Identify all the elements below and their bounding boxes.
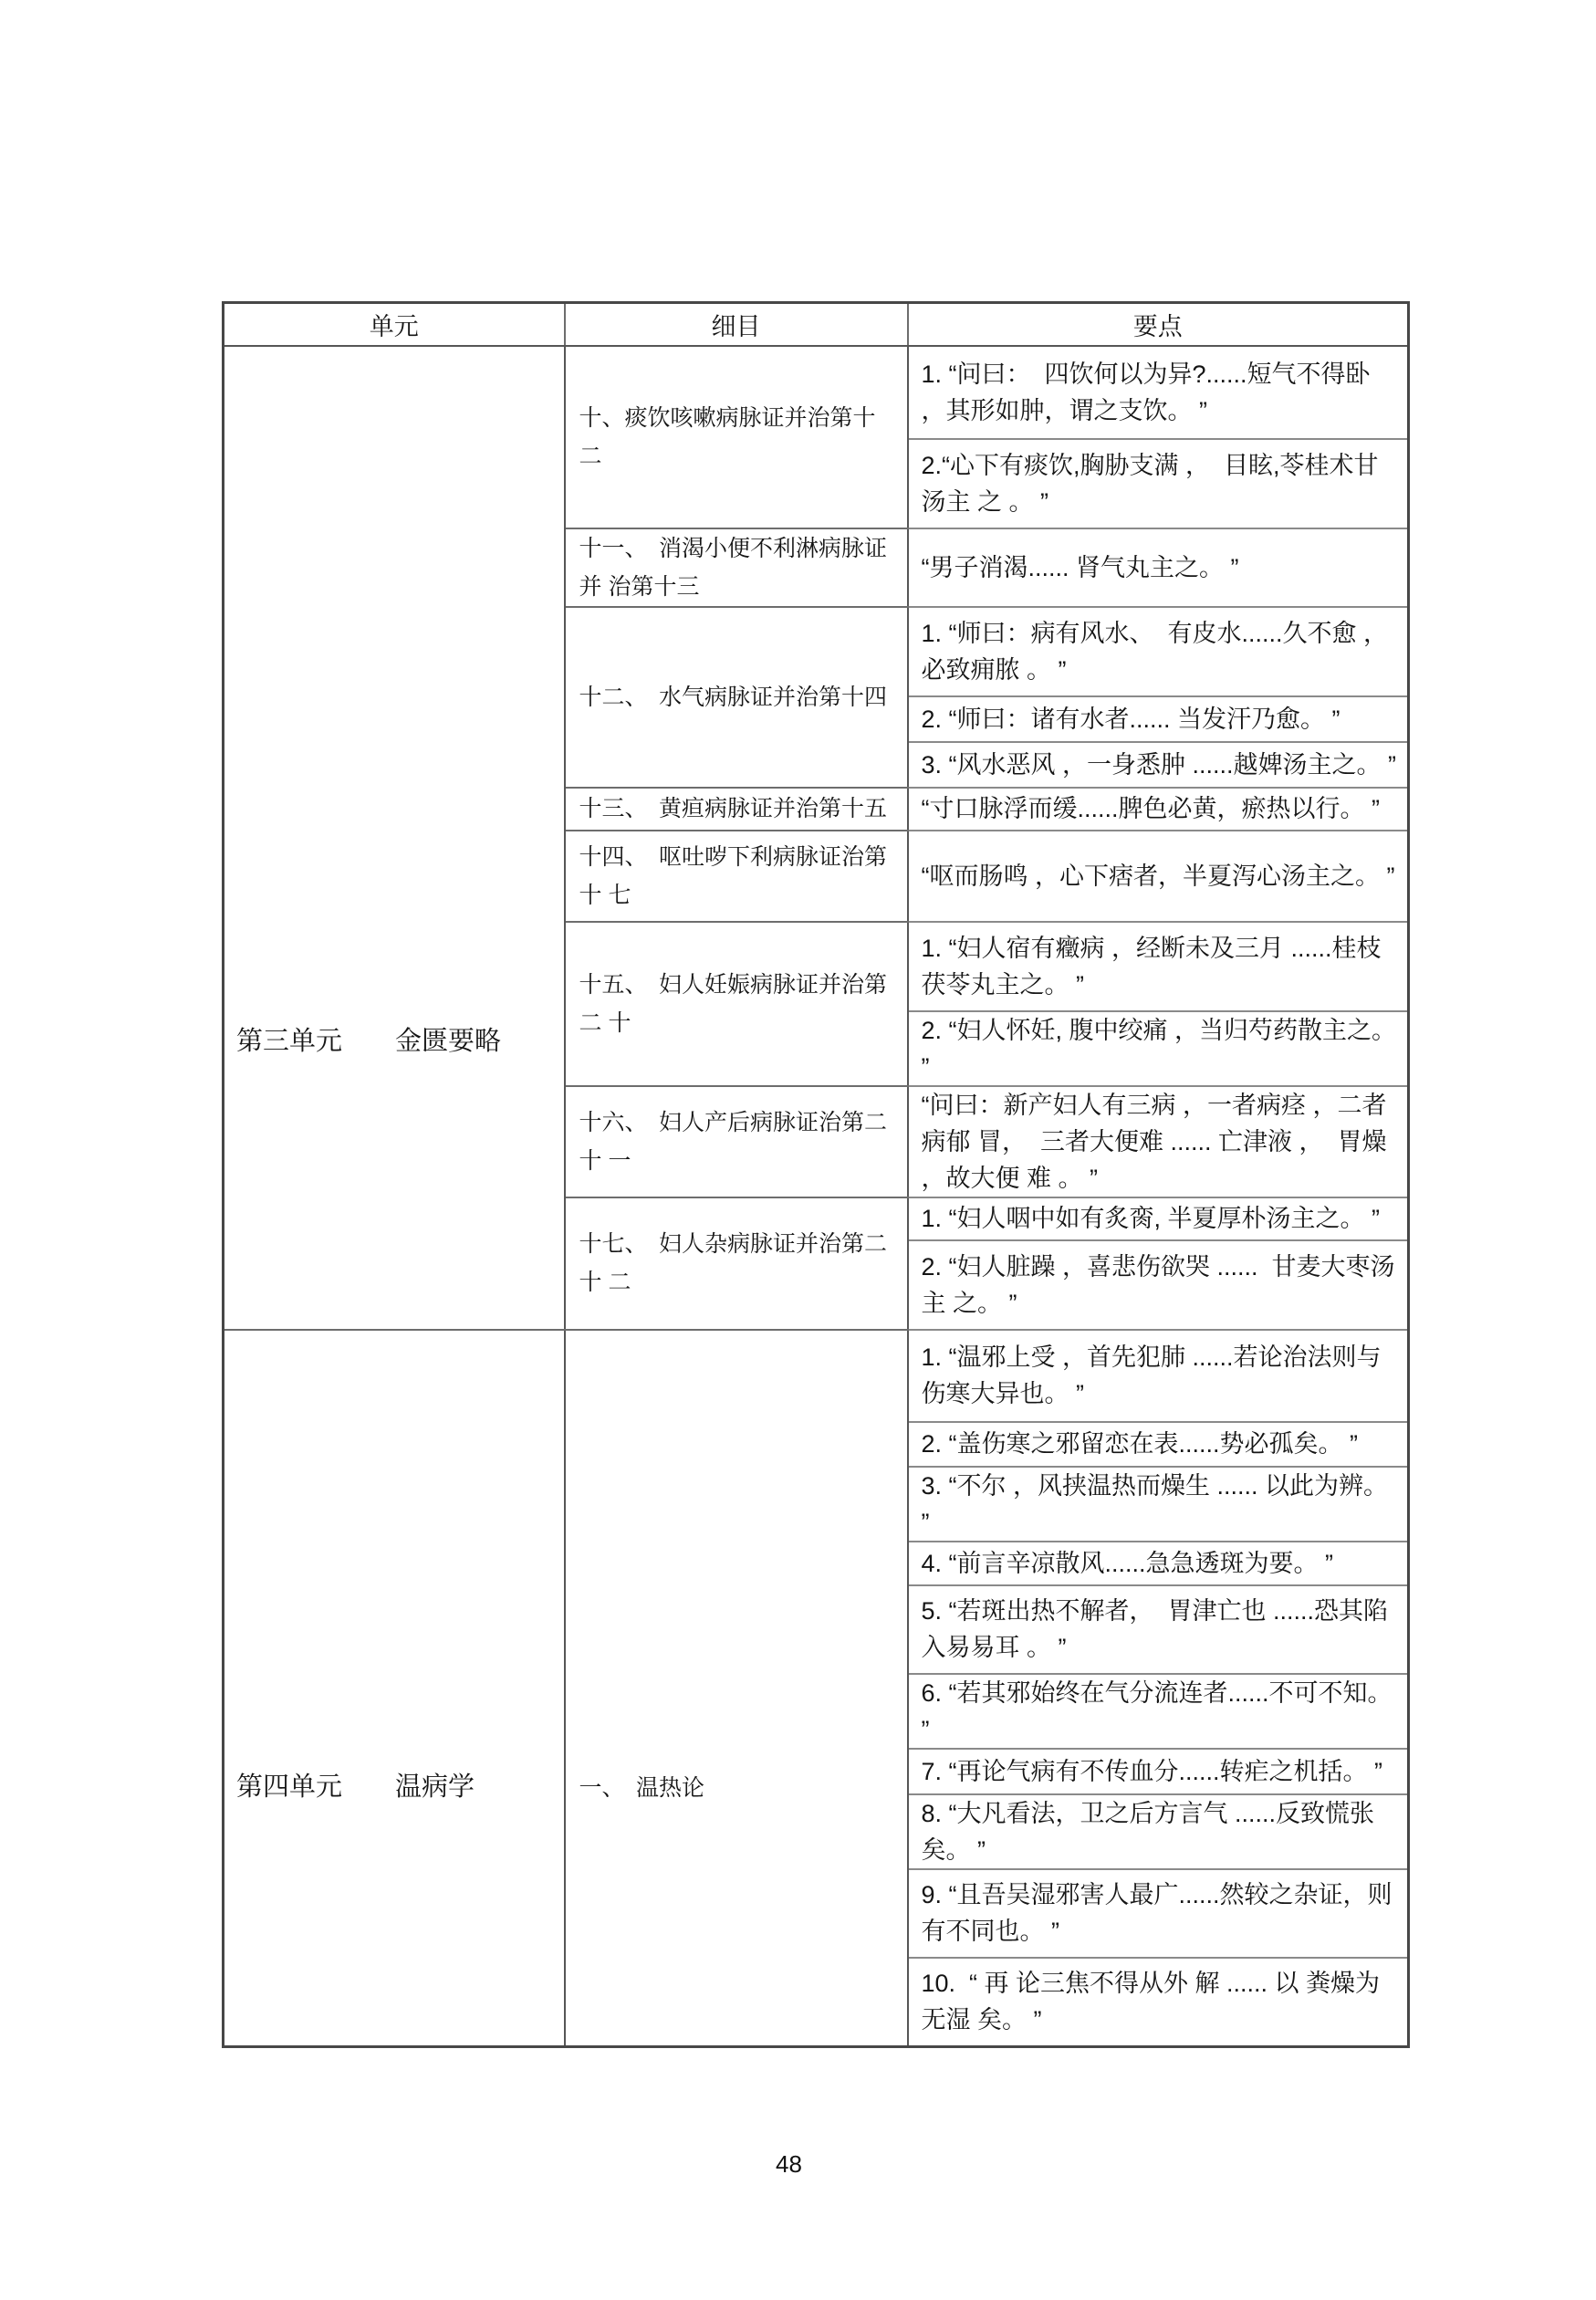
column-header-unit: 单元 xyxy=(224,303,565,346)
item-label: 十五、 妇人妊娠病脉证并治第 二 十 xyxy=(579,971,893,1036)
item-cell xyxy=(565,1086,908,1197)
point-cell xyxy=(908,831,1409,922)
point-cell xyxy=(908,1542,1409,1585)
unit-label: 第四单元 温病学 xyxy=(236,1772,475,1802)
item-label: 十二、 水气病脉证并治第十四 xyxy=(579,684,888,710)
point-text: 2.“心下有痰饮,胸胁支满 ， 目眩,苓桂术甘汤主 之 。 ” xyxy=(921,451,1379,516)
point-cell xyxy=(908,607,1409,696)
point-text: 9. “且吾吴湿邪害人最广......然较之杂证，则有不同也。 ” xyxy=(921,1881,1393,1945)
point-text: 1. “问曰： 四饮何以为异?......短气不得卧 ，其形如肿，谓之支饮。 ” xyxy=(921,360,1378,424)
point-text: 3. “不尔 ，风挟温热而燥生 ...... 以此为辨。 ” xyxy=(921,1471,1395,1536)
point-cell xyxy=(908,1958,1409,2047)
table-row xyxy=(224,1330,1409,1422)
item-cell xyxy=(565,922,908,1086)
item-label: 十七、 妇人杂病脉证并治第二 十 二 xyxy=(579,1231,893,1295)
unit-cell xyxy=(224,1330,565,2047)
unit-cell xyxy=(224,346,565,1330)
item-label: 十一、 消渴小便不利淋病脉证并 治第十三 xyxy=(579,535,888,600)
point-cell xyxy=(908,1086,1409,1197)
point-cell xyxy=(908,528,1409,607)
point-cell xyxy=(908,1011,1409,1086)
page-number: 48 xyxy=(776,2150,802,2178)
point-cell xyxy=(908,1467,1409,1542)
point-cell xyxy=(908,439,1409,528)
point-text: 6. “若其邪始终在气分流连者......不可不知。 ” xyxy=(921,1678,1400,1743)
point-cell xyxy=(908,922,1409,1011)
item-cell xyxy=(565,1330,908,2047)
item-cell xyxy=(565,1197,908,1330)
table-row xyxy=(224,346,1409,439)
point-text: 3. “风水恶风 ，一身悉肿 ......越婢汤主之。 ” xyxy=(921,750,1397,779)
point-text: 2. “妇人怀妊, 腹中绞痛 ，当归芍药散主之。 ” xyxy=(921,1016,1403,1081)
point-text: “呕而肠鸣 ，心下痞者，半夏泻心汤主之。 ” xyxy=(921,862,1395,890)
point-text: “问曰：新产妇人有三病 ，一者病痉 ，二者病郁 冒， 三者大便难 ...... 亡津液 ， 胃燥 ，故大便 难 。 ” xyxy=(921,1091,1394,1192)
point-cell xyxy=(908,1674,1409,1749)
syllabus-table xyxy=(222,301,1410,2048)
point-text: 7. “再论气病有不传血分......转疟之机括。 ” xyxy=(921,1757,1383,1785)
point-cell xyxy=(908,1422,1409,1467)
item-label: 十、痰饮咳嗽病脉证并治第十二 xyxy=(579,404,876,469)
column-header-item: 细目 xyxy=(565,303,908,346)
point-text: 1. “妇人宿有癥病 ，经断未及三月 ......桂枝茯苓丸主之。 ” xyxy=(921,934,1382,998)
item-cell xyxy=(565,831,908,922)
item-label: 一、 温热论 xyxy=(579,1774,705,1801)
point-text: “男子消渴...... 肾气丸主之。 ” xyxy=(921,553,1239,581)
item-label: 十四、 呕吐哕下利病脉证治第 十 七 xyxy=(579,843,893,908)
point-text: 1. “师曰：病有风水、 有皮水......久不愈 ，必致痈脓 。 ” xyxy=(921,619,1389,684)
point-cell xyxy=(908,742,1409,788)
item-cell xyxy=(565,607,908,788)
point-cell xyxy=(908,788,1409,831)
point-cell xyxy=(908,1869,1409,1958)
point-cell xyxy=(908,1794,1409,1869)
point-text: 2. “妇人脏躁 ，喜悲伤欲哭 ...... 甘麦大枣汤主 之。 ” xyxy=(921,1252,1395,1317)
point-cell xyxy=(908,1197,1409,1240)
item-cell xyxy=(565,346,908,528)
point-cell xyxy=(908,1330,1409,1422)
table-header-row xyxy=(224,303,1409,346)
item-cell xyxy=(565,528,908,607)
point-cell xyxy=(908,346,1409,439)
point-text: 1. “温邪上受 ，首先犯肺 ......若论治法则与伤寒大异也。 ” xyxy=(921,1343,1382,1407)
item-label: 十六、 妇人产后病脉证治第二十 一 xyxy=(579,1109,888,1174)
point-cell xyxy=(908,1585,1409,1674)
point-text: 5. “若斑出热不解者， 胃津亡也 ......恐其陷入易易耳 。 ” xyxy=(921,1597,1389,1661)
item-cell xyxy=(565,788,908,831)
point-text: 2. “师曰：诸有水者...... 当发汗乃愈。 ” xyxy=(921,705,1340,733)
point-text: 2. “盖伤寒之邪留恋在表......势必孤矣。 ” xyxy=(921,1430,1359,1458)
item-label: 十三、 黄疸病脉证并治第十五 xyxy=(579,796,888,821)
point-cell xyxy=(908,1240,1409,1330)
unit-label: 第三单元 金匮要略 xyxy=(236,1026,502,1056)
point-text: 1. “妇人咽中如有炙脔, 半夏厚朴汤主之。 ” xyxy=(921,1205,1381,1232)
point-text: “寸口脉浮而缓......脾色必黄，瘀热以行。 ” xyxy=(921,795,1380,822)
column-header-points: 要点 xyxy=(908,303,1409,346)
point-text: 10. “ 再 论三焦不得从外 解 ...... 以 粪燥为无湿 矣。 ” xyxy=(921,1970,1381,2034)
point-text: 4. “前言辛凉散风......急急透斑为要。 ” xyxy=(921,1549,1334,1577)
point-cell xyxy=(908,696,1409,742)
point-cell xyxy=(908,1749,1409,1794)
point-text: 8. “大凡看法，卫之后方言气 ......反致慌张矣。 ” xyxy=(921,1799,1375,1864)
